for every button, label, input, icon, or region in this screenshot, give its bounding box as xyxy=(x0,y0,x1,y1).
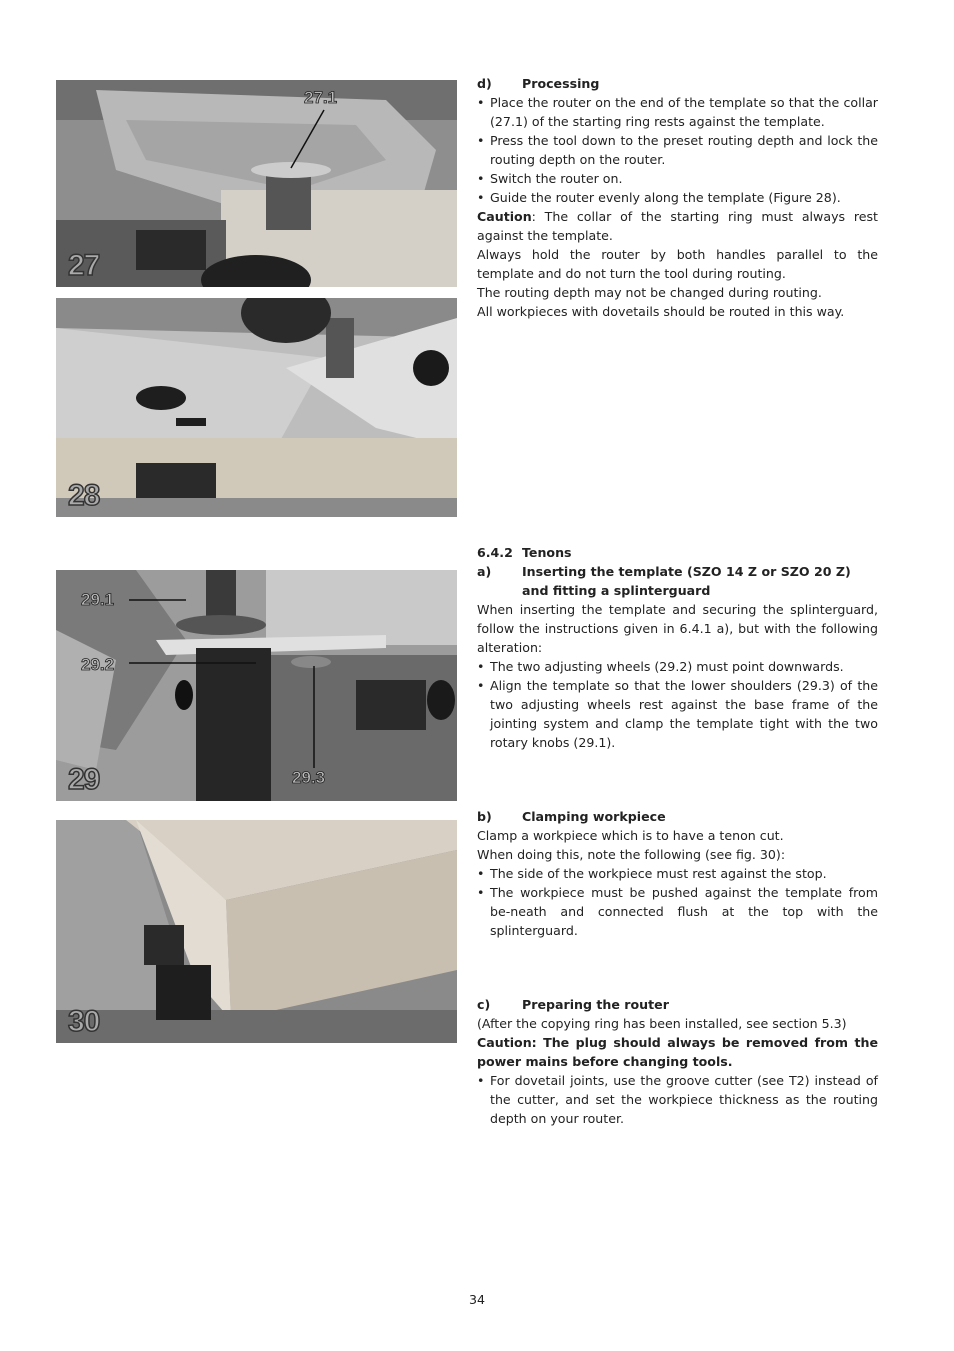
list-item: • For dovetail joints, use the groove cutter (see T2) instead of the cutter, and set the workpiece thickness as the routing depth on your router. xyxy=(477,1071,878,1128)
section-tenons xyxy=(477,543,878,752)
figure-number-28: 28 xyxy=(68,479,100,512)
paragraph: When inserting the template and securing the splinterguard, follow the instructions given in 6.4.1 a), but with the following alteration: xyxy=(477,602,878,655)
page-number: 34 xyxy=(468,1292,486,1307)
list-item: • The side of the workpiece must rest against the stop. xyxy=(477,864,878,883)
list-item: • The workpiece must be pushed against the template from be-neath and connected flush at the top with the splinterguard. xyxy=(477,883,878,940)
clamping-bullets xyxy=(477,864,878,940)
processing-bullets xyxy=(477,93,878,207)
heading-title: Inserting the template (SZO 14 Z or SZO 20 Z) and fitting a splinterguard xyxy=(522,564,851,598)
figure-27-photo xyxy=(56,80,457,287)
paragraph: The routing depth may not be changed during routing. xyxy=(477,285,822,300)
figure-30-photo xyxy=(56,820,457,1043)
figure-number-30: 30 xyxy=(68,1005,100,1038)
tenons-bullets xyxy=(477,657,878,752)
heading-number: d) xyxy=(477,76,492,91)
callout-29-2: 29.2 xyxy=(81,655,115,674)
processing-caution xyxy=(477,207,878,245)
caution-label: Caution xyxy=(477,209,532,224)
heading-title: Preparing the router xyxy=(522,997,669,1012)
figure-number-27: 27 xyxy=(68,249,100,282)
tenons-heading xyxy=(477,543,878,562)
heading-number: a) xyxy=(477,564,492,579)
callout-29-1: 29.1 xyxy=(81,590,115,609)
section-processing xyxy=(477,74,878,321)
clamping-heading xyxy=(477,807,878,826)
paragraph: Clamp a workpiece which is to have a tenon cut. xyxy=(477,828,784,843)
list-item: • Switch the router on. xyxy=(477,169,878,188)
figure-28-photo xyxy=(56,298,457,517)
callout-29-3: 29.3 xyxy=(292,768,326,787)
heading-title: Tenons xyxy=(522,545,572,560)
paragraph: Always hold the router by both handles parallel to the template and do not turn the tool during routing. xyxy=(477,247,878,281)
heading-number: b) xyxy=(477,809,492,824)
processing-heading xyxy=(477,74,878,93)
paragraph: (After the copying ring has been installed, see section 5.3) xyxy=(477,1016,847,1031)
heading-number: c) xyxy=(477,997,491,1012)
preparing-bullets xyxy=(477,1071,878,1128)
heading-title: Clamping workpiece xyxy=(522,809,666,824)
list-item: • Press the tool down to the preset routing depth and lock the routing depth on the router. xyxy=(477,131,878,169)
callout-27-1: 27.1 xyxy=(304,88,338,107)
list-item: • The two adjusting wheels (29.2) must point downwards. xyxy=(477,657,878,676)
template-subheading xyxy=(477,562,878,600)
preparing-heading xyxy=(477,995,878,1014)
heading-title: Processing xyxy=(522,76,600,91)
figure-number-29: 29 xyxy=(68,763,100,796)
caution-paragraph xyxy=(477,1033,878,1071)
section-clamping xyxy=(477,807,878,940)
paragraph: When doing this, note the following (see fig. 30): xyxy=(477,847,786,862)
list-item: • Align the template so that the lower shoulders (29.3) of the two adjusting wheels rest against the base frame of the jointing system and clamp the template tight with the two rotary knobs (29.1). xyxy=(477,676,878,752)
heading-number: 6.4.2 xyxy=(477,545,513,560)
section-preparing-router xyxy=(477,995,878,1128)
caution-text: Caution: The plug should always be removed from the power mains before changing tools. xyxy=(477,1035,878,1069)
paragraph: All workpieces with dovetails should be routed in this way. xyxy=(477,304,845,319)
list-item: • Place the router on the end of the template so that the collar (27.1) of the starting ring rests against the template. xyxy=(477,93,878,131)
caution-text: : The collar of the starting ring must always rest against the template. xyxy=(477,209,878,243)
list-item: • Guide the router evenly along the template (Figure 28). xyxy=(477,188,878,207)
figure-29-photo xyxy=(56,570,457,801)
